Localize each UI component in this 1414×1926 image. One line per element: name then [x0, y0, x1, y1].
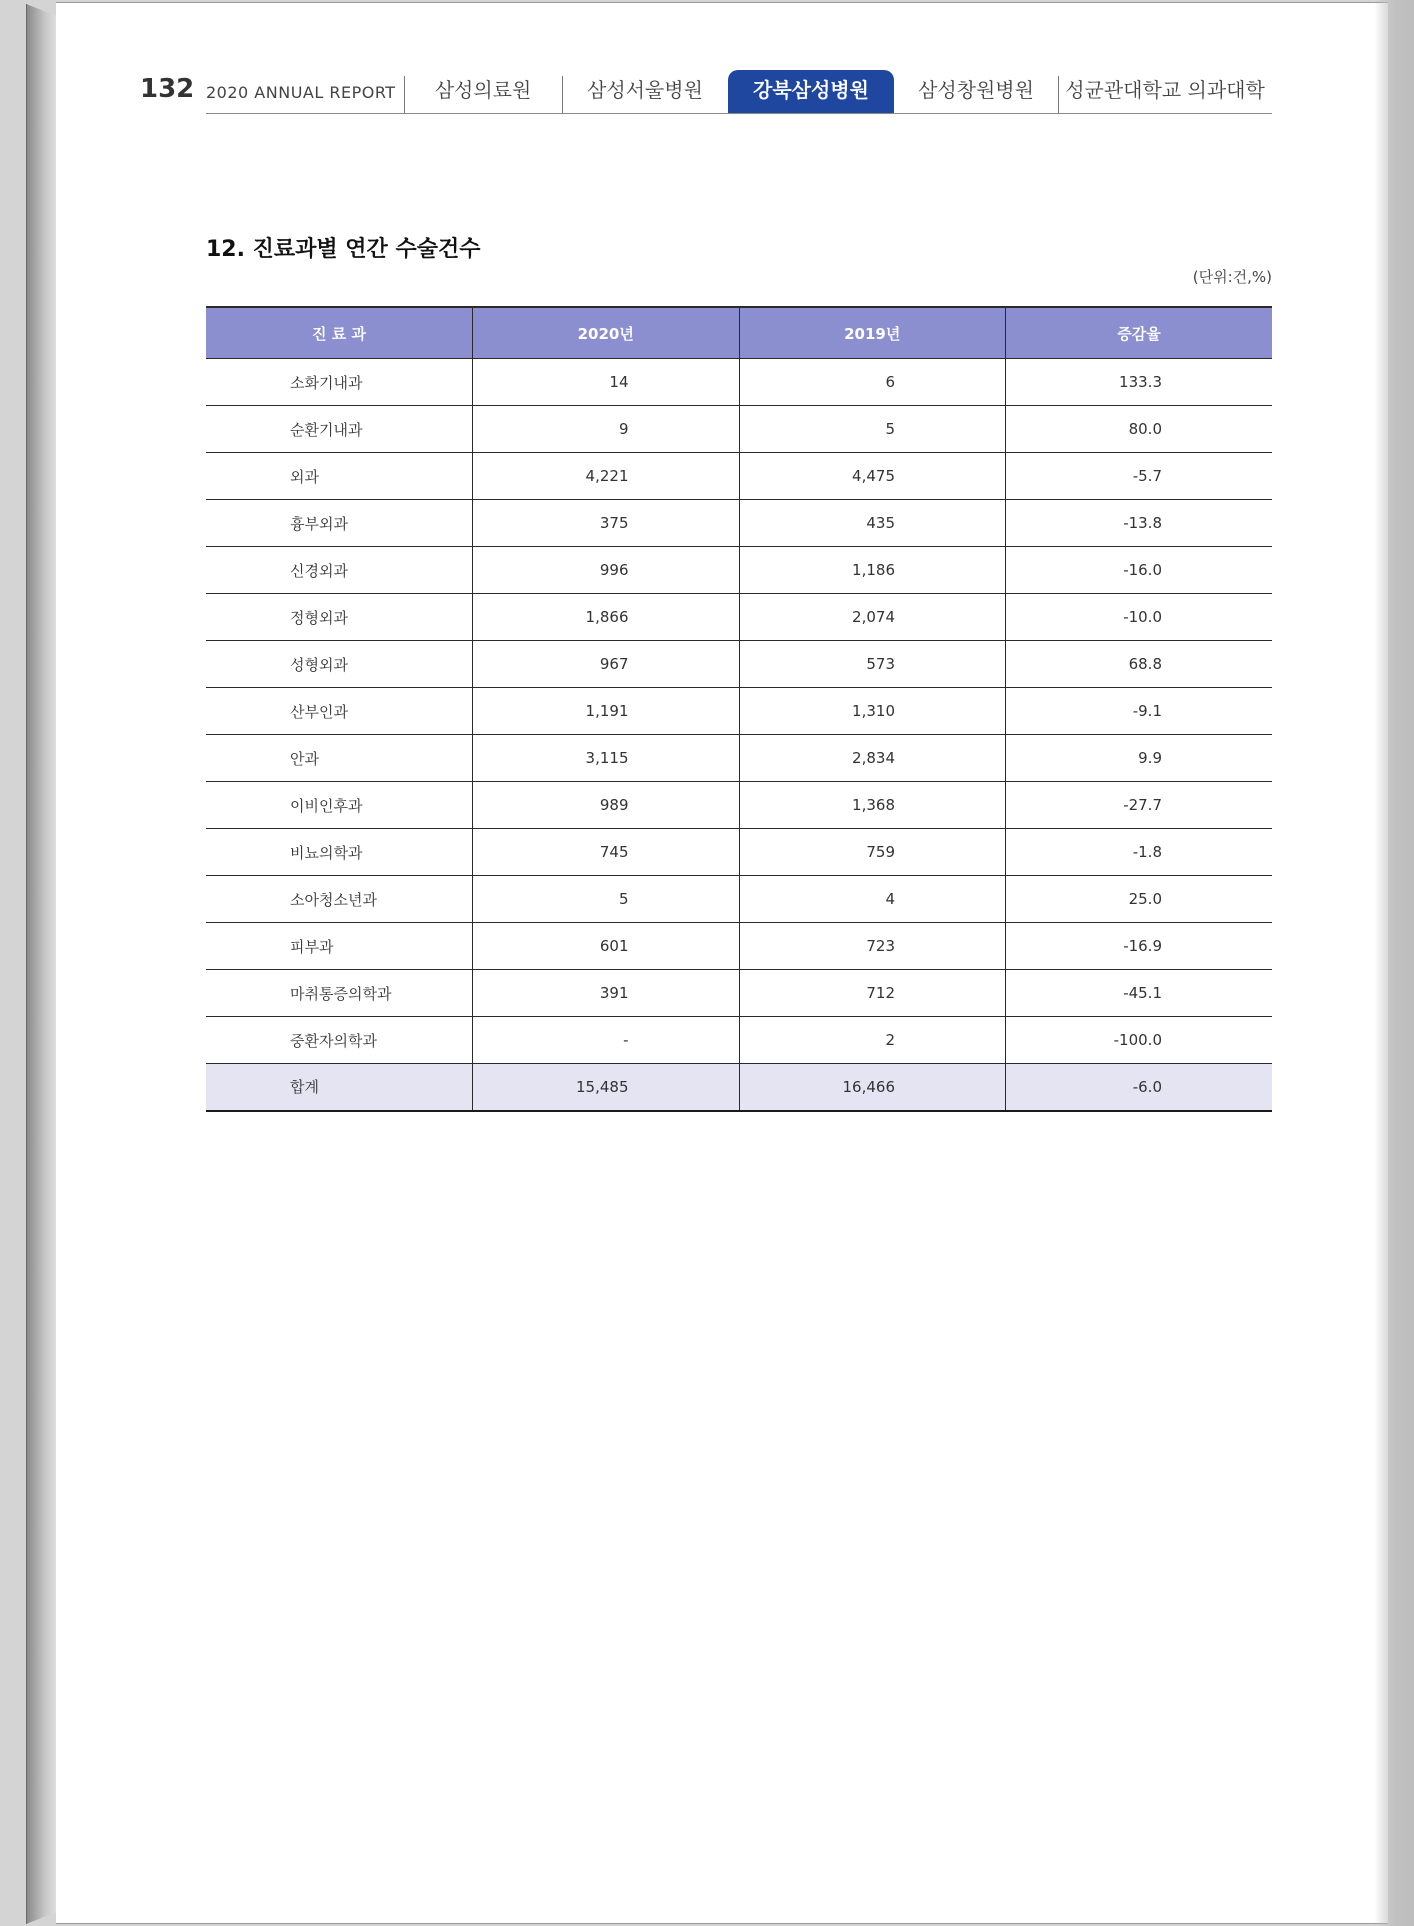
page-number: 132	[140, 74, 195, 104]
dept-cell: 산부인과	[206, 688, 473, 735]
table-row	[206, 406, 1272, 453]
table-row	[206, 547, 1272, 594]
total-label-cell: 합계	[206, 1064, 473, 1111]
surgery-count-table	[206, 306, 1272, 1112]
total-change-rate-cell: -6.0	[1006, 1064, 1273, 1111]
table-row	[206, 641, 1272, 688]
count-2019-cell: 723	[739, 923, 1006, 970]
change-rate-cell: -16.9	[1006, 923, 1273, 970]
count-2020-cell: 375	[473, 500, 740, 547]
col-header-2019: 2019년	[739, 307, 1006, 359]
dept-cell: 흉부외과	[206, 500, 473, 547]
change-rate-cell: 68.8	[1006, 641, 1273, 688]
dept-cell: 안과	[206, 735, 473, 782]
count-2020-cell: 1,866	[473, 594, 740, 641]
tab-samsung-medical-center[interactable]: 삼성의료원	[434, 78, 532, 102]
change-rate-cell: -16.0	[1006, 547, 1273, 594]
count-2019-cell: 435	[739, 500, 1006, 547]
count-2020-cell: 967	[473, 641, 740, 688]
dept-cell: 정형외과	[206, 594, 473, 641]
change-rate-cell: 9.9	[1006, 735, 1273, 782]
total-row	[206, 1064, 1272, 1111]
dept-cell: 소아청소년과	[206, 876, 473, 923]
table-header-row	[206, 307, 1272, 359]
table-row	[206, 359, 1272, 406]
change-rate-cell: 80.0	[1006, 406, 1273, 453]
table-row	[206, 876, 1272, 923]
table-row	[206, 782, 1272, 829]
count-2019-cell: 712	[739, 970, 1006, 1017]
count-2019-cell: 573	[739, 641, 1006, 688]
count-2020-cell: 1,191	[473, 688, 740, 735]
count-2020-cell: 3,115	[473, 735, 740, 782]
count-2019-cell: 5	[739, 406, 1006, 453]
tab-skku-medical-school[interactable]: 성균관대학교 의과대학	[1065, 78, 1265, 102]
dept-cell: 순환기내과	[206, 406, 473, 453]
total-2019-cell: 16,466	[739, 1064, 1006, 1111]
count-2019-cell: 2,834	[739, 735, 1006, 782]
table-row	[206, 735, 1272, 782]
change-rate-cell: -5.7	[1006, 453, 1273, 500]
table-row	[206, 970, 1272, 1017]
table-row	[206, 923, 1272, 970]
report-title: 2020 ANNUAL REPORT	[206, 83, 396, 102]
table-row	[206, 688, 1272, 735]
count-2020-cell: 745	[473, 829, 740, 876]
dept-cell: 성형외과	[206, 641, 473, 688]
count-2019-cell: 1,310	[739, 688, 1006, 735]
count-2019-cell: 1,368	[739, 782, 1006, 829]
count-2020-cell: 14	[473, 359, 740, 406]
dept-cell: 비뇨의학과	[206, 829, 473, 876]
col-header-change-rate: 증감율	[1006, 307, 1273, 359]
count-2020-cell: -	[473, 1017, 740, 1064]
section-title: 12. 진료과별 연간 수술건수	[206, 237, 481, 262]
count-2020-cell: 601	[473, 923, 740, 970]
change-rate-cell: -27.7	[1006, 782, 1273, 829]
count-2019-cell: 759	[739, 829, 1006, 876]
page-edge-shadow	[1374, 0, 1414, 1926]
change-rate-cell: -100.0	[1006, 1017, 1273, 1064]
table-row	[206, 500, 1272, 547]
tab-samsung-changwon-hospital[interactable]: 삼성창원병원	[918, 78, 1034, 102]
dept-cell: 이비인후과	[206, 782, 473, 829]
col-header-2020: 2020년	[473, 307, 740, 359]
table-row	[206, 453, 1272, 500]
change-rate-cell: 133.3	[1006, 359, 1273, 406]
count-2020-cell: 996	[473, 547, 740, 594]
dept-cell: 마취통증의학과	[206, 970, 473, 1017]
table-row	[206, 1017, 1272, 1064]
count-2020-cell: 391	[473, 970, 740, 1017]
count-2020-cell: 9	[473, 406, 740, 453]
change-rate-cell: -1.8	[1006, 829, 1273, 876]
count-2020-cell: 4,221	[473, 453, 740, 500]
count-2019-cell: 4,475	[739, 453, 1006, 500]
dept-cell: 신경외과	[206, 547, 473, 594]
dept-cell: 중환자의학과	[206, 1017, 473, 1064]
count-2019-cell: 4	[739, 876, 1006, 923]
tab-kangbuk-samsung-hospital[interactable]: 강북삼성병원	[728, 70, 894, 114]
count-2019-cell: 6	[739, 359, 1006, 406]
table-row	[206, 829, 1272, 876]
count-2019-cell: 2,074	[739, 594, 1006, 641]
total-2020-cell: 15,485	[473, 1064, 740, 1111]
header-rule	[206, 113, 1272, 114]
tab-samsung-seoul-hospital[interactable]: 삼성서울병원	[587, 78, 703, 102]
change-rate-cell: -13.8	[1006, 500, 1273, 547]
change-rate-cell: -10.0	[1006, 594, 1273, 641]
change-rate-cell: 25.0	[1006, 876, 1273, 923]
count-2020-cell: 5	[473, 876, 740, 923]
count-2019-cell: 2	[739, 1017, 1006, 1064]
table-row	[206, 594, 1272, 641]
col-header-department: 진 료 과	[206, 307, 473, 359]
dept-cell: 소화기내과	[206, 359, 473, 406]
change-rate-cell: -9.1	[1006, 688, 1273, 735]
dept-cell: 외과	[206, 453, 473, 500]
unit-label: (단위:건,%)	[1192, 268, 1272, 286]
change-rate-cell: -45.1	[1006, 970, 1273, 1017]
count-2020-cell: 989	[473, 782, 740, 829]
dept-cell: 피부과	[206, 923, 473, 970]
count-2019-cell: 1,186	[739, 547, 1006, 594]
